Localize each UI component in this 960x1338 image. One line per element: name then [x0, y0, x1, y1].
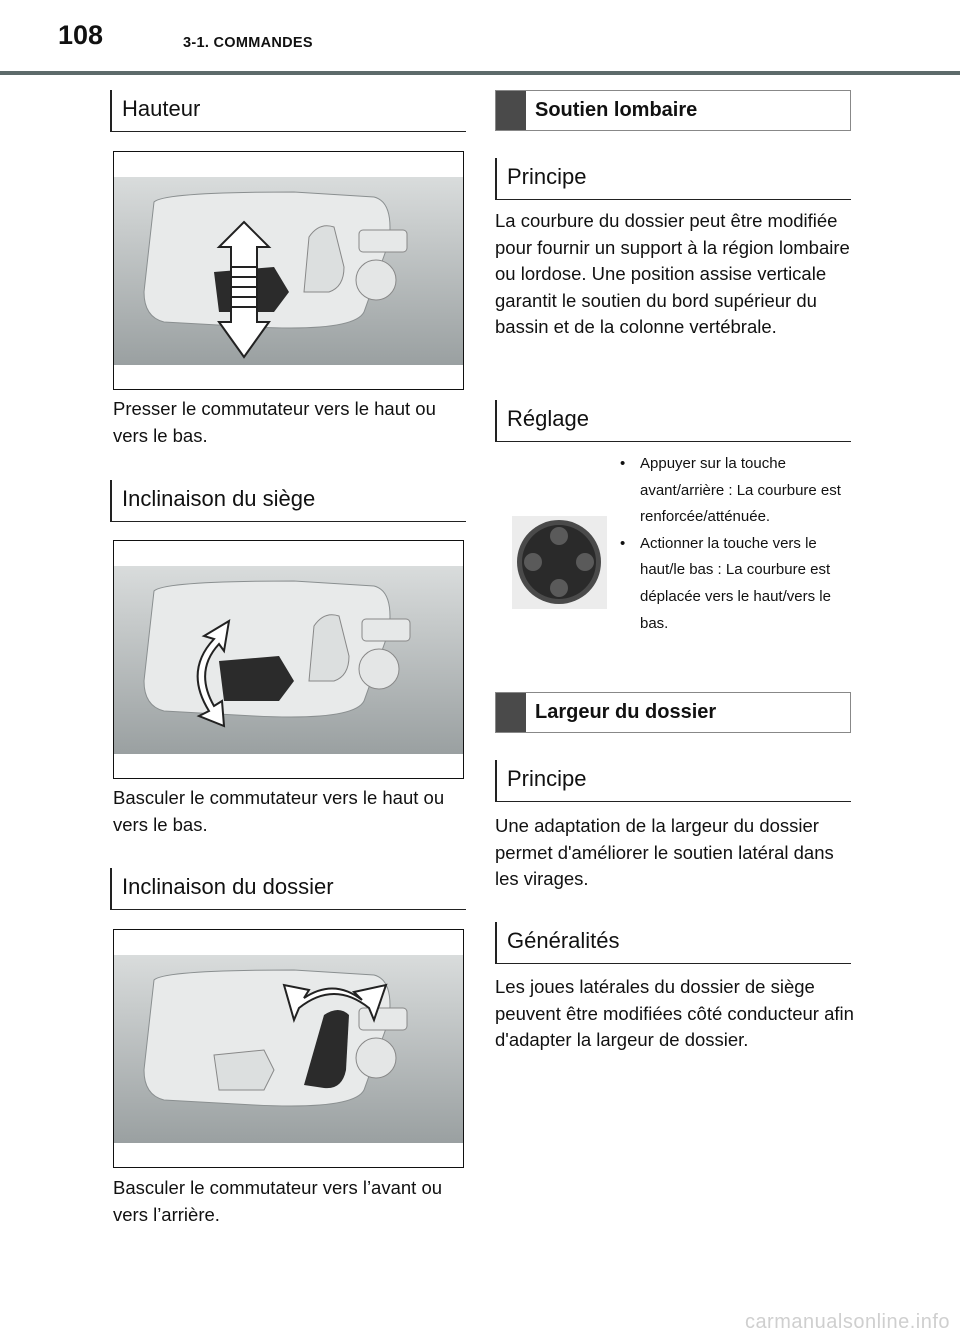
- heading-generalites: [495, 922, 851, 964]
- caption-inclinaison-dossier: Basculer le commutateur vers l’avant ou vers l’arrière.: [113, 1177, 443, 1225]
- page-header: [0, 0, 960, 76]
- heading-hauteur-text: Hauteur: [122, 96, 201, 121]
- figure-seat-tilt-switch: [113, 540, 464, 779]
- heading-soutien-lombaire-text: Soutien lombaire: [535, 99, 698, 121]
- caption-hauteur: Presser le commutateur vers le haut ou vers le bas.: [113, 398, 436, 446]
- heading-bar: [496, 693, 526, 732]
- heading-inclinaison-dossier: [110, 868, 466, 910]
- heading-principe-2: [495, 760, 851, 802]
- heading-reglage: [495, 400, 851, 442]
- page-number: 108: [58, 20, 104, 50]
- heading-largeur-dossier-text: Largeur du dossier: [535, 701, 717, 723]
- text-principe-1: La courbure du dossier peut être modifiée pour fournir un support à la région lombaire ou lordose. Une position assise verticale garantit le soutien du bord supérieur du bassin et de la colonne vertébrale.: [495, 210, 850, 337]
- heading-inclinaison-siege-text: Inclinaison du siège: [122, 486, 316, 511]
- heading-largeur-dossier: [495, 692, 851, 733]
- section-title: 3-1. COMMANDES: [183, 35, 313, 51]
- heading-inclinaison-siege: [110, 480, 466, 522]
- heading-principe-1: [495, 158, 851, 200]
- heading-inclinaison-dossier-text: Inclinaison du dossier: [122, 874, 334, 899]
- figure-height-switch: [113, 151, 464, 390]
- figure-lumbar-button: [512, 516, 607, 609]
- heading-soutien-lombaire: [495, 90, 851, 131]
- reglage-bullets: [620, 451, 855, 637]
- heading-reglage-text: Réglage: [507, 406, 589, 431]
- list-item: • Appuyer sur la touche avant/arrière : La courbure est renforcée/atténuée.: [620, 451, 855, 531]
- heading-principe-1-text: Principe: [507, 164, 587, 189]
- heading-hauteur: [110, 90, 466, 132]
- figure-backrest-tilt-switch: [113, 929, 464, 1168]
- heading-bar: [496, 91, 526, 130]
- caption-inclinaison-siege: Basculer le commutateur vers le haut ou vers le bas.: [113, 787, 445, 835]
- heading-generalites-text: Généralités: [507, 928, 620, 953]
- list-item: • Actionner la touche vers le haut/le bas : La courbure est déplacée vers le haut/vers le bas.: [620, 531, 855, 637]
- watermark: carmanualsonline.info: [744, 1311, 950, 1333]
- text-principe-2: Une adaptation de la largeur du dossier permet d'améliorer le soutien latéral dans les virages.: [495, 815, 834, 889]
- text-generalites: Les joues latérales du dossier de siège peuvent être modifiées côté conducteur afin d'adapter la largeur de dossier.: [495, 976, 854, 1050]
- heading-principe-2-text: Principe: [507, 766, 587, 791]
- header-divider: [0, 71, 960, 75]
